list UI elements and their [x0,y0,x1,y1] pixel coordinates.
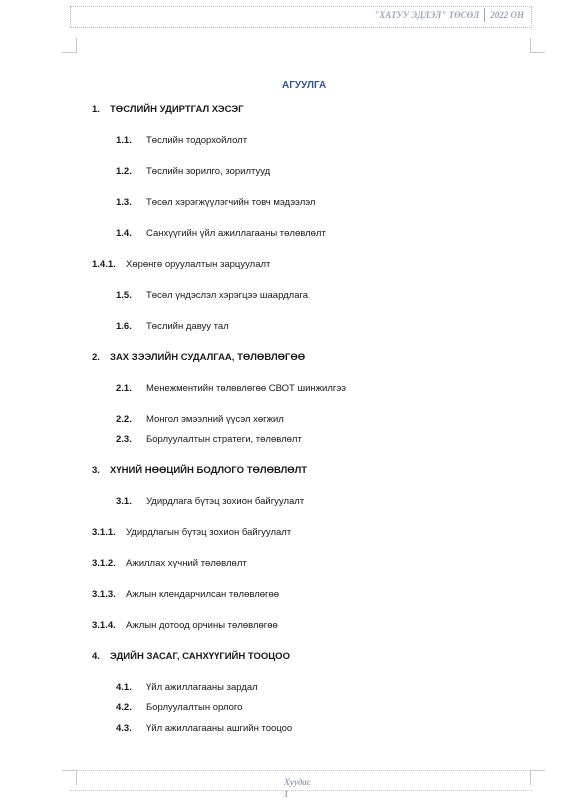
toc-entry-number: 1.3. [116,197,132,208]
toc-entry-text: Монгол эмээлний үүсэл хөгжил [146,414,284,425]
header-year: 2022 ОН [484,8,529,22]
toc-entry-number: 3.1.4. [92,620,116,631]
footer-page [284,776,311,800]
toc-entry[interactable] [116,496,304,508]
toc-entry-number: 1.1. [116,135,132,146]
toc-entry-text: Хөрөнгө оруулалтын зарцуулалт [126,259,271,270]
toc-entry-number: 3. [92,465,100,476]
toc-entry-number: 1. [92,104,100,115]
toc-entry-text: Төслийн давуу тал [146,321,229,332]
toc-entry-number: 3.1.3. [92,589,116,600]
toc-entry[interactable] [92,352,305,364]
toc-entry[interactable] [116,702,242,714]
toc-entry-number: 4.1. [116,682,132,693]
margin-corner-top-right [530,38,545,53]
toc-entry[interactable] [116,228,326,240]
toc-entry[interactable] [92,104,243,116]
toc-entry[interactable] [116,414,284,426]
toc-entry-number: 1.2. [116,166,132,177]
margin-corner-bottom-right [530,770,545,785]
toc-entry[interactable] [116,321,229,333]
toc-entry[interactable] [116,723,292,735]
toc-entry-number: 2.3. [116,434,132,445]
toc-entry[interactable] [116,197,315,209]
toc-entry-number: 1.4. [116,228,132,239]
header-doc-title: "ХАТУУ ЭДЛЭЛ" ТӨСӨЛ [374,10,480,20]
toc-entry-number: 3.1.2. [92,558,116,569]
toc-entry-text: Төслийн тодорхойлолт [146,135,248,146]
toc-entry[interactable] [92,527,291,539]
toc-entry-number: 4. [92,651,100,662]
toc-entry-text: Ажиллах хүчний төлөвлөлт [126,558,247,569]
margin-corner-top-left [62,38,77,53]
toc-entry-text: Санхүүгийн үйл ажиллагааны төлөвлөлт [146,228,326,239]
toc-entry[interactable] [92,651,290,663]
footer-page-label: Хуудас [284,777,311,787]
toc-entry-text: Төсөл хэрэгжүүлэгчийн товч мэдээлэл [146,197,316,208]
toc-entry-text: Төслийн зорилго, зорилтууд [146,166,271,177]
footer-line-top [70,770,532,771]
toc-entry-text: Үйл ажиллагааны зардал [146,682,258,693]
toc-entry-text: Үйл ажиллагааны ашгийн тооцоо [146,723,293,734]
toc-entry-number: 1.5. [116,290,132,301]
toc-entry-text: Менежментийн төлөвлөгөө СВОТ шинжилгээ [146,383,347,394]
footer-page-number: 1 [284,789,289,799]
toc-entry-text: Удирдлагын бүтэц зохион байгуулалт [126,527,292,538]
toc-entry[interactable] [116,166,270,178]
toc-entry[interactable] [116,434,302,446]
margin-corner-bottom-left [62,770,77,785]
toc-entry[interactable] [92,558,247,570]
toc-entry[interactable] [92,589,279,601]
toc-entry[interactable] [92,620,278,632]
toc-entry-text: ЗАХ ЗЭЭЛИЙН СУДАЛГАА, ТӨЛӨВЛӨГӨӨ [110,352,306,363]
toc-entry-number: 3.1. [116,496,132,507]
toc-entry[interactable] [92,465,307,477]
toc-entry-text: Борлуулалтын стратеги, төлөвлөлт [146,434,302,445]
toc-entry-number: 3.1.1. [92,527,116,538]
toc-entry-text: Төсөл үндэслэл хэрэгцээ шаардлага [146,290,309,301]
toc-entry-text: Ажлын клендарчилсан төлөвлөгөө [126,589,280,600]
toc-entry[interactable] [92,259,270,271]
toc-entry-text: ЭДИЙН ЗАСАГ, САНХҮҮГИЙН ТООЦОО [110,651,290,662]
toc-entry[interactable] [116,383,346,395]
toc-entry[interactable] [116,682,258,694]
toc-entry[interactable] [116,290,308,302]
toc-entry-text: ТӨСЛИЙН УДИРТГАЛ ХЭСЭГ [110,104,244,115]
toc-entry-number: 2. [92,352,100,363]
toc-title: АГУУЛГА [282,80,327,91]
toc-entry-number: 4.2. [116,702,132,713]
toc-entry-text: Удирдлага бүтэц зохион байгуулалт [146,496,305,507]
toc-entry-number: 2.1. [116,383,132,394]
toc-entry-text: Ажлын дотоод орчины төлөвлөгөө [126,620,278,631]
toc-entry-number: 2.2. [116,414,132,425]
toc-entry-text: Борлуулалтын орлого [146,702,243,713]
toc-entry-number: 1.4.1. [92,259,116,270]
toc-entry-number: 1.6. [116,321,132,332]
toc-entry[interactable] [116,135,247,147]
toc-entry-text: ХҮНИЙ НӨӨЦИЙН БОДЛОГО ТӨЛӨВЛӨЛТ [110,465,308,476]
toc-entry-number: 4.3. [116,723,132,734]
header [369,8,529,22]
